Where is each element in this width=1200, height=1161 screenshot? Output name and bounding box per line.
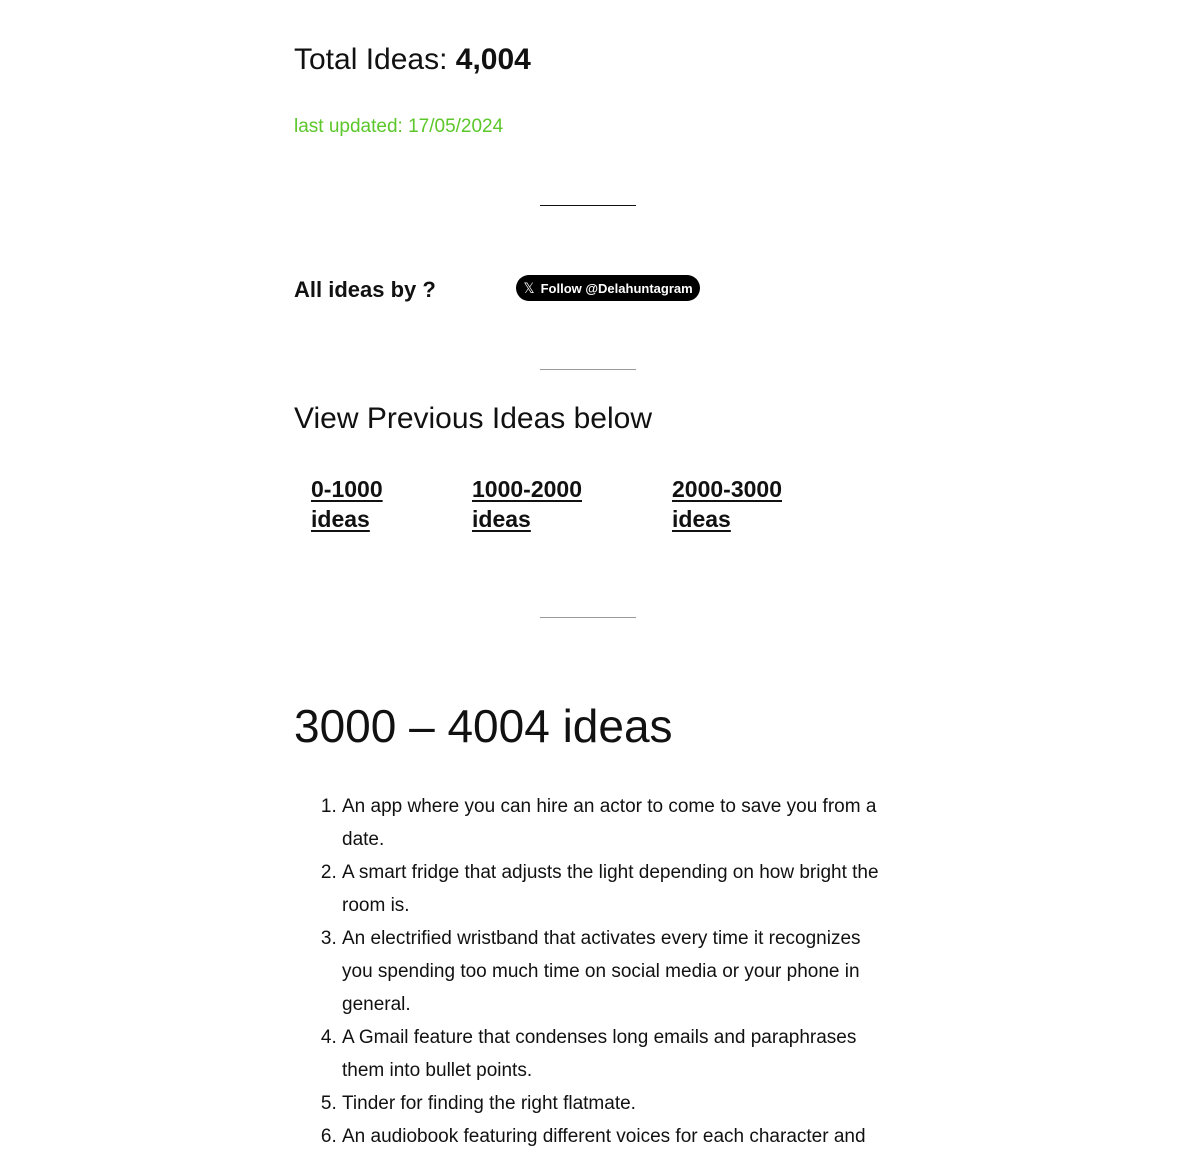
previous-ideas-heading: View Previous Ideas below	[294, 402, 652, 435]
list-item: 6. An audiobook featuring different voices for each character and	[342, 1120, 884, 1153]
divider	[540, 205, 636, 206]
link-1000-2000-ideas[interactable]	[472, 474, 582, 534]
total-ideas-label: Total Ideas:	[294, 43, 448, 76]
current-range-heading: 3000 – 4004 ideas	[294, 700, 673, 752]
list-item: 4. A Gmail feature that condenses long emails and paraphrases them into bullet points.	[342, 1021, 884, 1087]
ideas-list	[294, 790, 884, 1153]
link-text: ideas	[311, 506, 370, 532]
total-ideas-heading	[294, 40, 531, 80]
last-updated-text: last updated: 17/05/2024	[294, 116, 504, 137]
follow-button[interactable]	[516, 275, 700, 301]
x-logo-icon: 𝕏	[523, 280, 535, 296]
link-text: ideas	[672, 506, 731, 532]
list-item: 2. A smart fridge that adjusts the light depending on how bright the room is.	[342, 856, 884, 922]
divider	[540, 369, 636, 370]
link-text: 2000-3000	[672, 476, 782, 502]
list-item: 5. Tinder for finding the right flatmate.	[342, 1087, 884, 1120]
total-ideas-count: 4,004	[455, 43, 531, 76]
divider	[540, 617, 636, 618]
list-item: 1. An app where you can hire an actor to come to save you from a date.	[342, 790, 884, 856]
list-item: 3. An electrified wristband that activates every time it recognizes you spending too much time on social media or your phone in general.	[342, 922, 884, 1021]
link-text: ideas	[472, 506, 531, 532]
link-text: 1000-2000	[472, 476, 582, 502]
author-byline: All ideas by ?	[294, 277, 436, 302]
follow-button-label: Follow @Delahuntagram	[540, 280, 693, 296]
link-2000-3000-ideas[interactable]	[672, 474, 782, 534]
link-text: 0-1000	[311, 476, 383, 502]
link-0-1000-ideas[interactable]	[311, 474, 383, 534]
